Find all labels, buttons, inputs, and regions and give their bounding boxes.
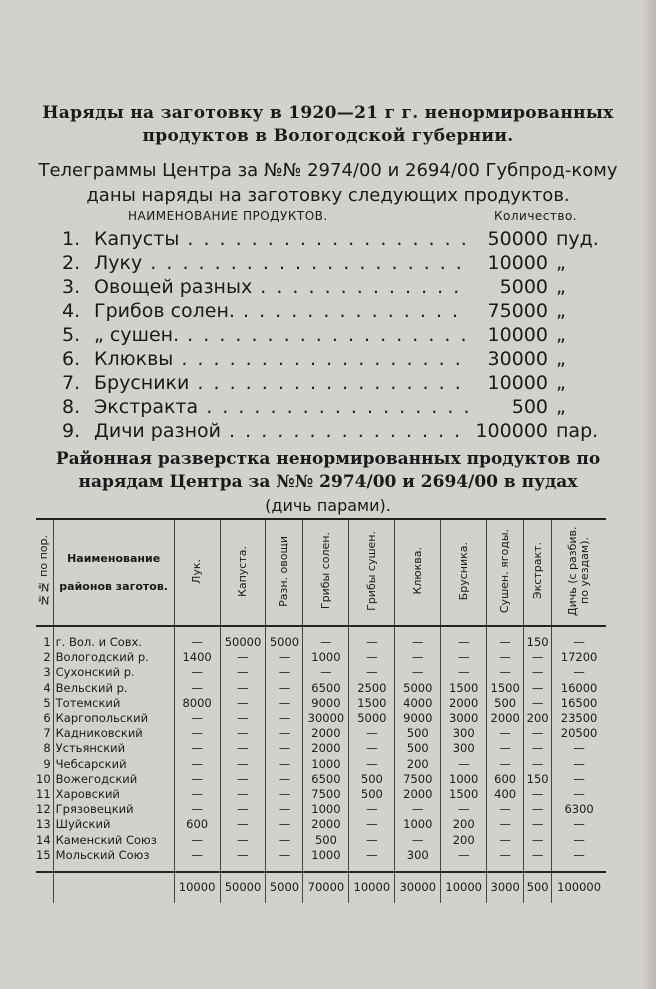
product-n: 5. — [62, 324, 81, 346]
row-value: — — [487, 848, 524, 863]
row-number: 9 — [43, 756, 51, 771]
row-district: г. Вол. и Совх. — [53, 635, 174, 650]
row-value: — — [174, 848, 220, 863]
row-value: — — [552, 817, 606, 832]
row-value: — — [266, 848, 303, 863]
total-value: 10000 — [174, 872, 220, 903]
row-number: 12 — [36, 802, 51, 817]
product-q: 50000 — [487, 228, 548, 250]
totals-row — [36, 872, 606, 903]
product-q: 30000 — [487, 348, 548, 370]
row-value: 7500 — [303, 787, 349, 802]
product-name: Луку . . . — [94, 252, 470, 274]
row-value: — — [266, 757, 303, 772]
row-value: — — [174, 711, 220, 726]
row-value: — — [349, 833, 395, 848]
row-number: 10 — [36, 771, 51, 786]
row-value: 6500 — [303, 681, 349, 696]
row-value: 1000 — [303, 848, 349, 863]
row-value: 300 — [441, 741, 487, 756]
row-value: — — [220, 650, 266, 665]
row-value: — — [266, 696, 303, 711]
row-value: — — [441, 848, 487, 863]
row-district: Чебсарский — [53, 757, 174, 772]
row-value: 20500 — [552, 726, 606, 741]
row-value: — — [220, 848, 266, 863]
row-value: — — [174, 665, 220, 680]
table-spacer — [36, 626, 606, 635]
row-value: 150 — [524, 772, 552, 787]
row-value: 23500 — [552, 711, 606, 726]
row-value: — — [349, 741, 395, 756]
row-value: — — [441, 665, 487, 680]
row-value: — — [349, 665, 395, 680]
row-value: 600 — [487, 772, 524, 787]
row-district: Устьянский — [53, 741, 174, 756]
row-value: 16500 — [552, 696, 606, 711]
row-value: — — [552, 772, 606, 787]
product-name: Грибов солен. . . . — [94, 300, 470, 322]
row-value: 200 — [441, 833, 487, 848]
row-value: 200 — [441, 817, 487, 832]
product-n: 1. — [62, 228, 81, 250]
row-value: 3000 — [441, 711, 487, 726]
row-value: — — [524, 757, 552, 772]
row-district: Кадниковский — [53, 726, 174, 741]
distribution-table — [36, 518, 606, 903]
table-row — [36, 635, 606, 650]
product-item — [62, 372, 608, 396]
row-value: 2000 — [487, 711, 524, 726]
product-n: 6. — [62, 348, 81, 370]
row-value: — — [524, 650, 552, 665]
row-value: 200 — [395, 757, 441, 772]
row-value: — — [303, 635, 349, 650]
product-item — [62, 276, 608, 300]
row-value: — — [266, 802, 303, 817]
row-value: — — [220, 696, 266, 711]
row-value: — — [395, 833, 441, 848]
table-title-note: (дичь парами). — [265, 496, 391, 515]
product-u: „ — [556, 396, 566, 418]
row-value: 1000 — [395, 817, 441, 832]
product-u: пар. — [556, 420, 599, 442]
row-value: 300 — [395, 848, 441, 863]
row-value: — — [266, 833, 303, 848]
row-value: 1500 — [441, 681, 487, 696]
product-item — [62, 300, 608, 324]
row-district: Шуйский — [53, 817, 174, 832]
header-col: Дичь (с разбив. по уездам). — [552, 519, 606, 626]
table-row — [36, 650, 606, 665]
row-value: 600 — [174, 817, 220, 832]
row-value: — — [524, 848, 552, 863]
row-value: 1500 — [349, 696, 395, 711]
row-value: 1000 — [303, 650, 349, 665]
product-name: Овощей разных . . . — [94, 276, 470, 298]
row-value: — — [349, 650, 395, 665]
header-col: Капуста. — [220, 519, 266, 626]
row-district: Каргопольский — [53, 711, 174, 726]
row-value: — — [220, 817, 266, 832]
row-value: — — [552, 665, 606, 680]
product-n: 2. — [62, 252, 81, 274]
row-value: — — [266, 711, 303, 726]
row-value: — — [266, 787, 303, 802]
row-value: — — [395, 635, 441, 650]
table-title — [30, 448, 626, 518]
product-q: 10000 — [487, 372, 548, 394]
row-district: Вожегодский — [53, 772, 174, 787]
table-spacer — [36, 863, 606, 872]
header-col: Лук. — [174, 519, 220, 626]
row-value: 500 — [349, 772, 395, 787]
row-value: 200 — [524, 711, 552, 726]
row-value: — — [266, 650, 303, 665]
row-number: 6 — [43, 711, 51, 726]
row-value: 5000 — [395, 681, 441, 696]
row-value: 6300 — [552, 802, 606, 817]
product-name: „ сушен. . . . — [94, 324, 470, 346]
row-district: Грязовецкий — [53, 802, 174, 817]
row-value: — — [174, 726, 220, 741]
header-col: Сушен. ягоды. — [487, 519, 524, 626]
row-value: — — [524, 787, 552, 802]
list-header-name: НАИМЕНОВАНИЕ ПРОДУКТОВ. — [128, 209, 328, 223]
row-value: — — [220, 802, 266, 817]
row-value: — — [552, 741, 606, 756]
row-value: 6500 — [303, 772, 349, 787]
row-value: — — [552, 848, 606, 863]
total-value: 70000 — [303, 872, 349, 903]
row-district: Мольский Союз — [53, 848, 174, 863]
row-value: — — [174, 741, 220, 756]
totals-blank — [53, 872, 174, 903]
row-value: — — [524, 696, 552, 711]
row-value: 500 — [349, 787, 395, 802]
row-value: — — [220, 757, 266, 772]
row-number: 1 — [43, 635, 51, 649]
row-value: — — [552, 787, 606, 802]
row-value: — — [174, 772, 220, 787]
row-value: 17200 — [552, 650, 606, 665]
header-num: №№ по пор. — [36, 519, 53, 626]
row-value: 2000 — [395, 787, 441, 802]
row-value: — — [487, 802, 524, 817]
row-value: — — [524, 681, 552, 696]
table-row — [36, 772, 606, 787]
table-row — [36, 848, 606, 863]
product-q: 75000 — [487, 300, 548, 322]
row-value: — — [552, 833, 606, 848]
row-number: 13 — [36, 817, 51, 832]
table-row — [36, 787, 606, 802]
product-q: 5000 — [499, 276, 548, 298]
row-value: — — [487, 817, 524, 832]
row-district: Харовский — [53, 787, 174, 802]
product-item — [62, 420, 608, 444]
row-value: — — [441, 635, 487, 650]
total-value: 10000 — [441, 872, 487, 903]
row-district: Сухонский р. — [53, 665, 174, 680]
product-name: Клюквы . . . — [94, 348, 470, 370]
row-value: 400 — [487, 787, 524, 802]
row-value: — — [552, 757, 606, 772]
row-value: — — [487, 665, 524, 680]
row-value: 4000 — [395, 696, 441, 711]
row-value: 5000 — [349, 711, 395, 726]
header-col: Клюква. — [395, 519, 441, 626]
row-district: Каменский Союз — [53, 833, 174, 848]
row-value: — — [220, 681, 266, 696]
row-value: — — [174, 757, 220, 772]
page-edge-shadow — [642, 0, 656, 989]
row-value: 500 — [303, 833, 349, 848]
row-value: — — [487, 757, 524, 772]
row-number: 4 — [43, 680, 51, 695]
row-value: — — [487, 726, 524, 741]
total-value: 3000 — [487, 872, 524, 903]
row-value: 500 — [487, 696, 524, 711]
product-u: пуд. — [556, 228, 599, 250]
row-value: — — [220, 787, 266, 802]
row-value: — — [266, 665, 303, 680]
row-value: — — [266, 726, 303, 741]
table-body — [36, 626, 606, 903]
product-u: „ — [556, 252, 566, 274]
row-value: — — [487, 650, 524, 665]
table-row — [36, 817, 606, 832]
product-name: Капусты . . . — [94, 228, 470, 250]
row-number: 5 — [43, 695, 51, 710]
row-value: 2000 — [303, 726, 349, 741]
product-q: 100000 — [475, 420, 548, 442]
row-value: — — [552, 635, 606, 650]
row-value: 1000 — [441, 772, 487, 787]
row-value: — — [487, 833, 524, 848]
header-name: Наименование районов заготов. — [53, 519, 174, 626]
product-u: „ — [556, 276, 566, 298]
total-value: 500 — [524, 872, 552, 903]
header-col: Грибы солен. — [303, 519, 349, 626]
row-value: — — [174, 681, 220, 696]
total-value: 100000 — [552, 872, 606, 903]
total-value: 30000 — [395, 872, 441, 903]
product-q: 10000 — [487, 324, 548, 346]
product-item — [62, 348, 608, 372]
intro-paragraph: Телеграммы Центра за №№ 2974/00 и 2694/00 Губпрод-кому даны наряды на заготовку следующих продуктов. — [38, 160, 618, 206]
row-value: 2000 — [441, 696, 487, 711]
row-value: — — [303, 665, 349, 680]
row-value: 8000 — [174, 696, 220, 711]
row-value: 1400 — [174, 650, 220, 665]
row-value: — — [395, 650, 441, 665]
row-number: 15 — [36, 847, 51, 862]
row-value: 2000 — [303, 741, 349, 756]
product-u: „ — [556, 300, 566, 322]
row-value: — — [174, 802, 220, 817]
product-n: 4. — [62, 300, 81, 322]
row-value: 50000 — [220, 635, 266, 650]
row-value: — — [174, 635, 220, 650]
row-district: Вологодский р. — [53, 650, 174, 665]
row-value: — — [487, 635, 524, 650]
product-q: 10000 — [487, 252, 548, 274]
row-value: — — [266, 772, 303, 787]
row-value: — — [524, 741, 552, 756]
total-value: 5000 — [266, 872, 303, 903]
row-value: 9000 — [303, 696, 349, 711]
row-value: 5000 — [266, 635, 303, 650]
row-value: — — [220, 711, 266, 726]
row-value: — — [349, 757, 395, 772]
total-value: 10000 — [349, 872, 395, 903]
header-col: Разн. овощи — [266, 519, 303, 626]
product-name: Экстракта . . . — [94, 396, 470, 418]
product-u: „ — [556, 324, 566, 346]
row-value: 500 — [395, 726, 441, 741]
table-row — [36, 696, 606, 711]
row-value: 300 — [441, 726, 487, 741]
row-value: — — [349, 635, 395, 650]
row-number: 11 — [36, 787, 51, 802]
row-value: — — [441, 757, 487, 772]
product-name: Дичи разной . . . — [94, 420, 470, 442]
row-value: — — [349, 726, 395, 741]
row-value: — — [524, 726, 552, 741]
row-value: 2500 — [349, 681, 395, 696]
row-value: — — [524, 833, 552, 848]
product-u: „ — [556, 372, 566, 394]
table-row — [36, 802, 606, 817]
row-value: 16000 — [552, 681, 606, 696]
row-value: 2000 — [303, 817, 349, 832]
row-value: — — [266, 681, 303, 696]
row-value: — — [266, 817, 303, 832]
table-row — [36, 757, 606, 772]
table-row — [36, 726, 606, 741]
table-row — [36, 681, 606, 696]
product-q: 500 — [511, 396, 548, 418]
row-number: 8 — [43, 741, 51, 756]
row-value: 9000 — [395, 711, 441, 726]
product-name: Брусники . . . — [94, 372, 470, 394]
row-district: Тотемский — [53, 696, 174, 711]
products-list — [62, 228, 608, 444]
row-value: — — [524, 802, 552, 817]
product-n: 3. — [62, 276, 81, 298]
row-value: — — [174, 787, 220, 802]
table-row — [36, 665, 606, 680]
row-value: — — [524, 665, 552, 680]
total-value: 50000 — [220, 872, 266, 903]
totals-blank — [36, 872, 53, 903]
document-title: Наряды на заготовку в 1920—21 г г. ненормированных продуктов в Вологодской губернии. — [42, 103, 614, 146]
product-n: 7. — [62, 372, 81, 394]
product-u: „ — [556, 348, 566, 370]
product-item — [62, 324, 608, 348]
row-value: — — [349, 802, 395, 817]
product-item — [62, 228, 608, 252]
row-value: 1000 — [303, 802, 349, 817]
row-value: 1500 — [441, 787, 487, 802]
row-value: — — [349, 848, 395, 863]
row-value: 150 — [524, 635, 552, 650]
product-n: 8. — [62, 396, 81, 418]
table-header-row — [36, 519, 606, 626]
row-value: — — [220, 772, 266, 787]
row-value: — — [220, 741, 266, 756]
header-col: Экстракт. — [524, 519, 552, 626]
row-value: — — [441, 802, 487, 817]
row-value: — — [395, 802, 441, 817]
row-value: — — [220, 726, 266, 741]
row-value: — — [395, 665, 441, 680]
row-value: 7500 — [395, 772, 441, 787]
row-number: 3 — [43, 665, 51, 680]
product-n: 9. — [62, 420, 81, 442]
list-header-qty: Количество. — [494, 209, 578, 223]
row-value: 30000 — [303, 711, 349, 726]
row-value: — — [441, 650, 487, 665]
row-value: 1500 — [487, 681, 524, 696]
row-district: Вельский р. — [53, 681, 174, 696]
product-item — [62, 252, 608, 276]
product-item — [62, 396, 608, 420]
row-value: 1000 — [303, 757, 349, 772]
row-value: — — [487, 741, 524, 756]
table-row — [36, 711, 606, 726]
row-number: 2 — [43, 650, 51, 665]
row-value: 500 — [395, 741, 441, 756]
table-row — [36, 833, 606, 848]
header-col: Брусника. — [441, 519, 487, 626]
row-number: 7 — [43, 726, 51, 741]
row-value: — — [220, 665, 266, 680]
row-value: — — [174, 833, 220, 848]
row-value: — — [220, 833, 266, 848]
row-value: — — [524, 817, 552, 832]
header-col: Грибы сушен. — [349, 519, 395, 626]
row-value: — — [349, 817, 395, 832]
table-title-bold: Районная разверстка ненормированных продуктов по нарядам Центра за №№ 2974/00 и 2694/00 в пудах — [55, 449, 601, 492]
row-number: 14 — [36, 832, 51, 847]
row-value: — — [266, 741, 303, 756]
table-row — [36, 741, 606, 756]
